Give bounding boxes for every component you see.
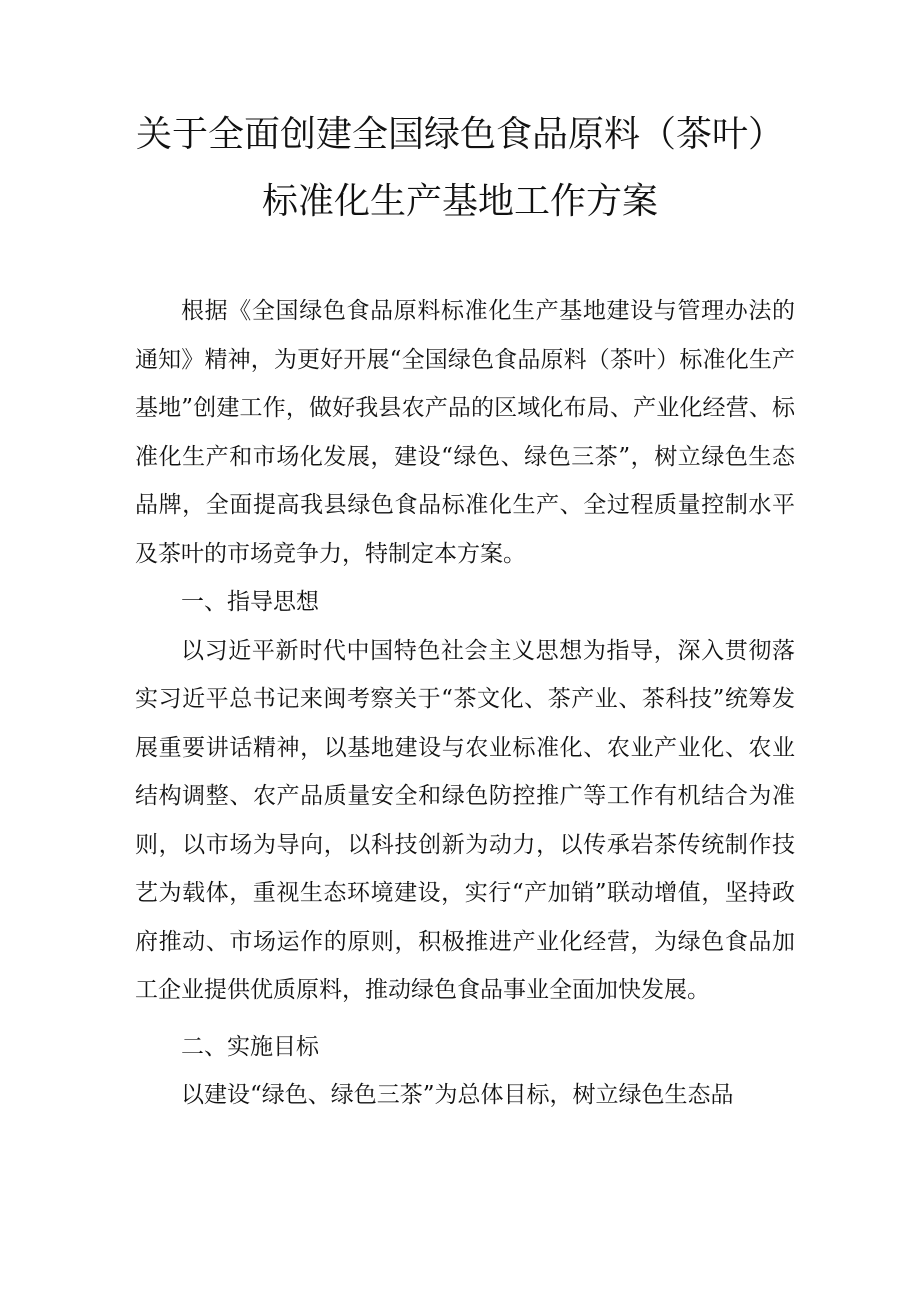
- goals-paragraph: 以建设“绿色、绿色三茶”为总体目标，树立绿色生态品: [181, 1082, 734, 1108]
- document-title-line-1: 关于全面创建全国绿色食品原料（茶叶）: [135, 114, 784, 155]
- document-title-line-2: 标准化生产基地工作方案: [261, 181, 658, 222]
- intro-paragraph: 根据《全国绿色食品原料标准化生产基地建设与管理办法的通知》精神，为更好开展“全国绿色食品原料（茶叶）标准化生产基地”创建工作，做好我县农产品的区域化布局、产业化经营、标准化生产和市场化发展，建设“绿色、绿色三茶”，树立绿色生态品牌，全面提高我县绿色食品标准化生产、全过程质量控制水平及茶叶的市场竞争力，特制定本方案。: [135, 298, 795, 567]
- section-heading-guiding-thought: 一、指导思想: [181, 589, 319, 615]
- section-heading-implementation-goals: 二、实施目标: [181, 1033, 319, 1060]
- document-body: [135, 287, 795, 1120]
- guiding-thought-paragraph: 以习近平新时代中国特色社会主义思想为指导，深入贯彻落实习近平总书记来闽考察关于“茶文化、茶产业、茶科技”统筹发展重要讲话精神，以基地建设与农业标准化、农业产业化、农业结构调整、农产品质量安全和绿色防控推广等工作有机结合为准则，以市场为导向，以科技创新为动力，以传承岩茶传统制作技艺为载体，重视生态环境建设，实行“产加销”联动增值，坚持政府推动、市场运作的原则，积极推进产业化经营，为绿色食品加工企业提供优质原料，推动绿色食品事业全面加快发展。: [135, 637, 795, 1003]
